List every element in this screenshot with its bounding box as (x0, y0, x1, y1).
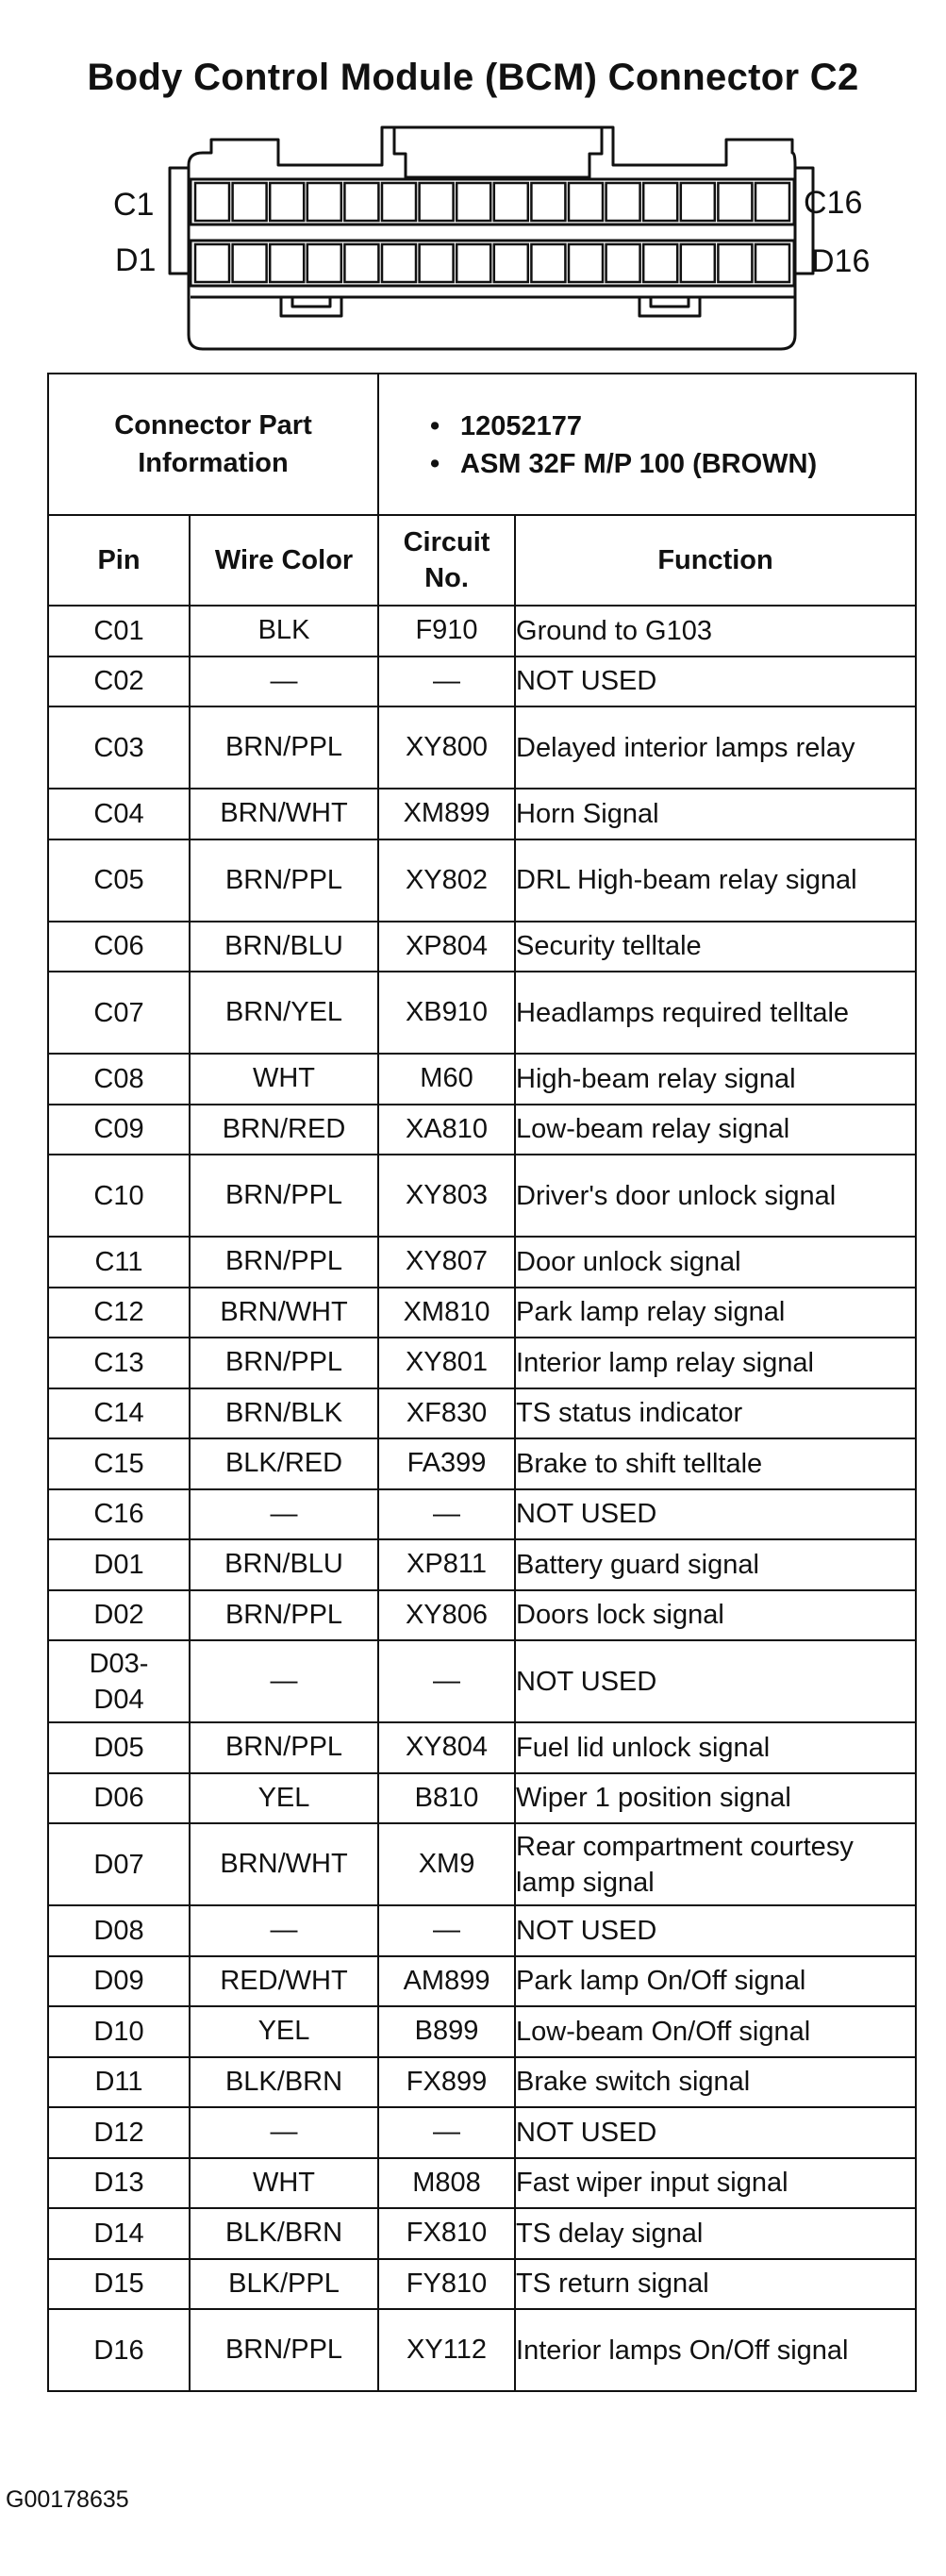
cavity-d-6 (382, 244, 416, 282)
cavity-d-3 (270, 244, 304, 282)
table-row (48, 1438, 916, 1489)
wire-color-cell: BRN/PPL (190, 839, 378, 922)
circuit-cell: AM899 (378, 1956, 515, 2007)
table-row (48, 2057, 916, 2108)
circuit-cell: B899 (378, 2006, 515, 2057)
circuit-cell: XB910 (378, 972, 515, 1054)
cavity-d-15 (718, 244, 752, 282)
table-row (48, 1237, 916, 1288)
table-row (48, 1388, 916, 1439)
wire-color-cell: BRN/YEL (190, 972, 378, 1054)
circuit-cell: FX810 (378, 2208, 515, 2259)
pin-cell: C09 (48, 1105, 190, 1155)
pin-cell: D02 (48, 1590, 190, 1641)
cavity-d-9 (494, 244, 528, 282)
wire-color-cell: — (190, 1489, 378, 1540)
function-cell: TS return signal (515, 2259, 916, 2310)
table-row (48, 606, 916, 656)
wire-color-cell: BRN/PPL (190, 1237, 378, 1288)
wire-color-cell: BRN/BLK (190, 1388, 378, 1439)
wire-color-cell: BRN/PPL (190, 706, 378, 789)
circuit-cell: — (378, 1489, 515, 1540)
table-row (48, 1155, 916, 1237)
cavity-d-14 (681, 244, 715, 282)
wire-color-cell: — (190, 1640, 378, 1722)
cavity-c-12 (606, 183, 640, 221)
function-cell: Brake switch signal (515, 2057, 916, 2108)
cavity-d-10 (531, 244, 565, 282)
circuit-cell: F910 (378, 606, 515, 656)
table-row (48, 2259, 916, 2310)
circuit-cell: XY803 (378, 1155, 515, 1237)
function-cell: NOT USED (515, 1640, 916, 1722)
pin-cell: C12 (48, 1288, 190, 1338)
cavity-c-8 (456, 183, 490, 221)
circuit-cell: XY800 (378, 706, 515, 789)
circuit-cell: FY810 (378, 2259, 515, 2310)
pin-cell: C08 (48, 1054, 190, 1105)
wire-color-cell: BRN/BLU (190, 1539, 378, 1590)
circuit-cell: XY804 (378, 1722, 515, 1773)
table-row (48, 1823, 916, 1905)
circuit-cell: B810 (378, 1773, 515, 1824)
pin-cell: D06 (48, 1773, 190, 1824)
function-cell: Park lamp On/Off signal (515, 1956, 916, 2007)
cavity-d-12 (606, 244, 640, 282)
circuit-cell: XY807 (378, 1237, 515, 1288)
circuit-cell: XY112 (378, 2309, 515, 2391)
cavity-c-11 (569, 183, 603, 221)
cavity-c-16 (755, 183, 789, 221)
figure-code: G00178635 (6, 2486, 129, 2513)
pin-cell: C13 (48, 1338, 190, 1388)
cavity-c-5 (344, 183, 378, 221)
function-cell: NOT USED (515, 1489, 916, 1540)
function-cell: Battery guard signal (515, 1539, 916, 1590)
pin-cell: D08 (48, 1905, 190, 1956)
table-row (48, 972, 916, 1054)
wire-color-cell: BLK/BRN (190, 2208, 378, 2259)
circuit-cell: XY801 (378, 1338, 515, 1388)
wire-color-cell: BLK/BRN (190, 2057, 378, 2108)
cavity-c-13 (643, 183, 677, 221)
table-row (48, 1640, 916, 1722)
wire-color-cell: — (190, 2107, 378, 2158)
circuit-cell: — (378, 1905, 515, 1956)
pin-cell: C10 (48, 1155, 190, 1237)
cavity-c-1 (195, 183, 229, 221)
cavity-d-1 (195, 244, 229, 282)
table-row (48, 1722, 916, 1773)
wire-color-cell: RED/WHT (190, 1956, 378, 2007)
part-info-label: Connector Part Information (48, 374, 378, 515)
function-cell: Security telltale (515, 922, 916, 972)
wire-color-cell: BRN/WHT (190, 789, 378, 839)
circuit-cell: XM9 (378, 1823, 515, 1905)
function-cell: Door unlock signal (515, 1237, 916, 1288)
column-header-wire-color: Wire Color (190, 515, 378, 606)
cavity-d-13 (643, 244, 677, 282)
circuit-cell: — (378, 656, 515, 707)
wire-color-cell: BRN/RED (190, 1105, 378, 1155)
table-row (48, 1956, 916, 2007)
cavity-d-2 (233, 244, 267, 282)
circuit-cell: XF830 (378, 1388, 515, 1439)
cavity-c-2 (233, 183, 267, 221)
pin-cell: C06 (48, 922, 190, 972)
pin-cell: C11 (48, 1237, 190, 1288)
pin-cell: D07 (48, 1823, 190, 1905)
wire-color-cell: BRN/WHT (190, 1288, 378, 1338)
page-title: Body Control Module (BCM) Connector C2 (87, 57, 859, 98)
column-header-pin: Pin (48, 515, 190, 606)
pin-cell: C03 (48, 706, 190, 789)
pin-cell: C14 (48, 1388, 190, 1439)
circuit-cell: XA810 (378, 1105, 515, 1155)
circuit-cell: XY802 (378, 839, 515, 922)
wire-color-cell: BRN/BLU (190, 922, 378, 972)
table-row (48, 2107, 916, 2158)
pin-cell: C05 (48, 839, 190, 922)
function-cell: High-beam relay signal (515, 1054, 916, 1105)
wire-color-cell: BRN/PPL (190, 1338, 378, 1388)
pin-cell: D10 (48, 2006, 190, 2057)
function-cell: Horn Signal (515, 789, 916, 839)
function-cell: NOT USED (515, 656, 916, 707)
cavity-d-16 (755, 244, 789, 282)
function-cell: Low-beam On/Off signal (515, 2006, 916, 2057)
circuit-cell: XP804 (378, 922, 515, 972)
label-c1: C1 (113, 187, 155, 223)
function-cell: NOT USED (515, 1905, 916, 1956)
pin-cell: C15 (48, 1438, 190, 1489)
function-cell: DRL High-beam relay signal (515, 839, 916, 922)
part-number: • 12052177 (430, 407, 915, 445)
circuit-cell: M60 (378, 1054, 515, 1105)
wire-color-cell: YEL (190, 2006, 378, 2057)
cavity-d-5 (344, 244, 378, 282)
table-row (48, 1288, 916, 1338)
function-cell: Interior lamps On/Off signal (515, 2309, 916, 2391)
wire-color-cell: BLK/PPL (190, 2259, 378, 2310)
circuit-cell: — (378, 1640, 515, 1722)
pin-cell: D05 (48, 1722, 190, 1773)
pin-cell: D11 (48, 2057, 190, 2108)
part-info-list (378, 374, 916, 515)
pin-cell: C01 (48, 606, 190, 656)
pinout-table (47, 373, 917, 2392)
function-cell: Headlamps required telltale (515, 972, 916, 1054)
table-row (48, 1489, 916, 1540)
column-header-circuit-no: Circuit No. (378, 515, 515, 606)
function-cell: Fuel lid unlock signal (515, 1722, 916, 1773)
wire-color-cell: YEL (190, 1773, 378, 1824)
function-cell: Delayed interior lamps relay (515, 706, 916, 789)
pin-cell: D14 (48, 2208, 190, 2259)
pin-cell: C04 (48, 789, 190, 839)
function-cell: TS status indicator (515, 1388, 916, 1439)
wire-color-cell: WHT (190, 2158, 378, 2209)
wire-color-cell: BLK (190, 606, 378, 656)
part-description: • ASM 32F M/P 100 (BROWN) (430, 445, 915, 483)
pin-cell: D16 (48, 2309, 190, 2391)
circuit-cell: XY806 (378, 1590, 515, 1641)
wire-color-cell: WHT (190, 1054, 378, 1105)
table-row (48, 922, 916, 972)
function-cell: Interior lamp relay signal (515, 1338, 916, 1388)
pin-cell: D03- D04 (48, 1640, 190, 1722)
pin-cell: D09 (48, 1956, 190, 2007)
table-row (48, 656, 916, 707)
circuit-cell: M808 (378, 2158, 515, 2209)
pin-rows (48, 606, 916, 2391)
part-info-row (48, 374, 916, 515)
function-cell: Fast wiper input signal (515, 2158, 916, 2209)
wire-color-cell: BRN/PPL (190, 1155, 378, 1237)
pin-cell: C07 (48, 972, 190, 1054)
circuit-cell: XM899 (378, 789, 515, 839)
circuit-cell: FA399 (378, 1438, 515, 1489)
function-cell: Wiper 1 position signal (515, 1773, 916, 1824)
function-cell: Doors lock signal (515, 1590, 916, 1641)
function-cell: Park lamp relay signal (515, 1288, 916, 1338)
function-cell: Low-beam relay signal (515, 1105, 916, 1155)
label-d1: D1 (115, 242, 157, 278)
cavity-c-14 (681, 183, 715, 221)
table-row (48, 1539, 916, 1590)
pin-cell: C16 (48, 1489, 190, 1540)
table-row (48, 1773, 916, 1824)
circuit-cell: — (378, 2107, 515, 2158)
cavity-c-7 (420, 183, 454, 221)
pin-cell: D13 (48, 2158, 190, 2209)
column-header-function: Function (515, 515, 916, 606)
wire-color-cell: — (190, 656, 378, 707)
pin-cell: D12 (48, 2107, 190, 2158)
table-row (48, 1905, 916, 1956)
wire-color-cell: — (190, 1905, 378, 1956)
label-c16: C16 (804, 185, 863, 221)
wire-color-cell: BRN/PPL (190, 2309, 378, 2391)
table-row (48, 1338, 916, 1388)
cavity-c-15 (718, 183, 752, 221)
wire-color-cell: BRN/PPL (190, 1590, 378, 1641)
table-row (48, 1590, 916, 1641)
label-d16: D16 (811, 243, 871, 279)
wire-color-cell: BRN/PPL (190, 1722, 378, 1773)
cavity-d-4 (307, 244, 341, 282)
cavity-d-8 (456, 244, 490, 282)
function-cell: NOT USED (515, 2107, 916, 2158)
table-row (48, 2158, 916, 2209)
wire-color-cell: BRN/WHT (190, 1823, 378, 1905)
table-row (48, 1054, 916, 1105)
table-row (48, 2006, 916, 2057)
table-row (48, 839, 916, 922)
pin-cell: D01 (48, 1539, 190, 1590)
table-row (48, 2208, 916, 2259)
cavity-c-6 (382, 183, 416, 221)
column-header-row (48, 515, 916, 606)
circuit-cell: FX899 (378, 2057, 515, 2108)
function-cell: Ground to G103 (515, 606, 916, 656)
function-cell: Driver's door unlock signal (515, 1155, 916, 1237)
function-cell: Rear compartment courtesy lamp signal (515, 1823, 916, 1905)
circuit-cell: XP811 (378, 1539, 515, 1590)
function-cell: TS delay signal (515, 2208, 916, 2259)
circuit-cell: XM810 (378, 1288, 515, 1338)
pin-cell: C02 (48, 656, 190, 707)
table-row (48, 789, 916, 839)
cavity-c-3 (270, 183, 304, 221)
wire-color-cell: BLK/RED (190, 1438, 378, 1489)
cavity-d-7 (420, 244, 454, 282)
cavity-c-9 (494, 183, 528, 221)
cavity-c-4 (307, 183, 341, 221)
table-row (48, 706, 916, 789)
table-row (48, 2309, 916, 2391)
cavity-d-11 (569, 244, 603, 282)
table-row (48, 1105, 916, 1155)
pin-cell: D15 (48, 2259, 190, 2310)
function-cell: Brake to shift telltale (515, 1438, 916, 1489)
cavity-c-10 (531, 183, 565, 221)
